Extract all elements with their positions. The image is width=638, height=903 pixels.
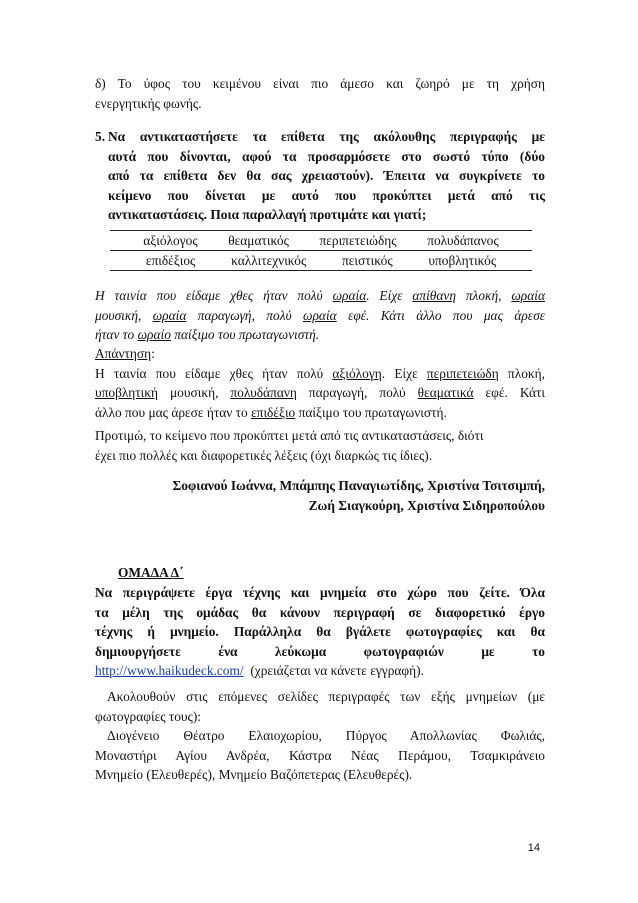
original-description [95, 286, 545, 345]
text: εφέ. Κάτι άλλο που μας άρεσε [336, 307, 546, 323]
text: . Είχε [366, 288, 413, 303]
underlined-word: αξιόλογη [332, 365, 382, 381]
q5-line-2: αυτά που δίνονται, αφού τα προσαρμόσετε στο σωστό τύπο (δύο [108, 148, 545, 164]
q5-line-4: κείμενο που δίνεται με αυτό που προκύπτει μετά από τις [108, 187, 545, 203]
adjective: αξιόλογος [143, 233, 198, 248]
adjective: περιπετειώδης [319, 233, 397, 248]
authors-line-2: Ζωή Σιαγκούρη, Χριστίνα Σιδηροπούλου [308, 498, 545, 513]
answer-line-1 [95, 364, 545, 384]
group-instructions [95, 583, 545, 681]
delta-paragraph [95, 74, 545, 113]
answer-section [95, 344, 545, 422]
text: . Είχε [381, 365, 427, 381]
group-line-2: τα μέλη της ομάδας θα κάνουν περιγραφή σε διαφορετικό έργο [95, 604, 545, 620]
adjective: πολυδάπανος [427, 233, 499, 248]
group-line-1: Να περιγράψετε έργα τέχνης και μνημεία στο χώρο που ζείτε. Όλα [95, 585, 545, 600]
monuments-line-2: φωτογραφίες τους): [95, 708, 202, 724]
answer-line-3 [95, 403, 545, 423]
text: : [151, 346, 155, 361]
adjective-row-1 [110, 231, 532, 250]
text: μουσική, [158, 385, 231, 400]
monuments-line-3: Διογένειο Θέατρο Ελαιοχωρίου, Πύργος Απολλωνίας Φωλιάς, [107, 728, 545, 743]
monuments-line-5: Μνημείο (Ελευθερές), Μνημείο Βαζόπετερας (Ελευθερές). [95, 767, 413, 782]
text: άλλο που μας άρεσε ήταν το [95, 404, 252, 420]
underlined-word: θεαματικά [417, 385, 474, 400]
preference-paragraph [95, 426, 545, 465]
underlined-word: περιπετειώδη [426, 365, 499, 381]
answer-line-2 [95, 383, 545, 403]
text: εφέ. Κάτι [473, 385, 545, 400]
delta-line-1: δ) Το ύφος του κειμένου είναι πιο άμεσο και ζωηρό με τη χρήση [95, 76, 545, 91]
adjective-table [110, 230, 532, 271]
underlined-word: επιδέξιο [251, 404, 296, 420]
text: παίξιμο του πρωταγωνιστή. [170, 327, 320, 342]
q5-line-5: αντικαταστάσεις. Ποια παραλλαγή προτιμάτε και γιατί; [108, 207, 427, 222]
question-number: 5. [95, 129, 106, 144]
authors-block [95, 476, 545, 516]
question-5-text [108, 127, 545, 225]
adjective: θεαματικός [228, 233, 289, 248]
adjective: υποβλητικός [428, 253, 497, 268]
text: ήταν το [95, 327, 138, 342]
preference-line-1: Προτιμώ, το κείμενο που προκύπτει μετά από τις αντικαταστάσεις, διότι [95, 428, 484, 443]
text: πλοκή, [498, 365, 545, 381]
delta-line-2: ενεργητικής φωνής. [95, 95, 202, 111]
text: Η ταινία που είδαμε χθες ήταν πολύ [95, 365, 333, 381]
q5-line-3: από τα επίθετα δεν θα σας χρειαστούν). Έπειτα να συγκρίνετε το [108, 168, 545, 183]
preference-line-2: έχει πιο πολλές και διαφορετικές λέξεις (όχι διαρκώς τις ίδιες). [95, 447, 433, 463]
authors-line-1: Σοφιανού Ιωάννα, Μπάμπης Παναγιωτίδης, Χριστίνα Τσιτσιμπή, [172, 478, 545, 493]
text: παίξιμο του πρωταγωνιστή. [295, 404, 447, 420]
underlined-word: πολυδάπανη [230, 385, 297, 400]
original-line-1 [95, 286, 545, 306]
page-number: 14 [527, 842, 540, 854]
group-line-4: δημιουργήσετε ένα λεύκωμα φωτογραφιών με το [95, 643, 545, 659]
adjective-row-2 [110, 250, 532, 270]
text: παραγωγή, πολύ [186, 307, 304, 323]
underlined-word: ωραία [152, 307, 187, 323]
underlined-word: υποβλητική [95, 385, 159, 400]
underlined-word: ωραία [303, 307, 337, 323]
answer-label-line [95, 344, 545, 364]
monuments-line-4: Μοναστήρι Αγίου Ανδρέα, Κάστρα Νέας Περάμου, Τσαμκιράνειο [95, 747, 545, 763]
adjective: επιδέξιος [145, 253, 196, 268]
adjective: καλλιτεχνικός [231, 253, 307, 268]
group-title: ΟΜΑΔΑ Δ΄ [118, 565, 184, 580]
adjective: πειστικός [342, 253, 393, 268]
group-line-5 [95, 661, 545, 681]
underlined-word: ωραία [332, 288, 367, 303]
text: μουσική, [95, 307, 153, 323]
text: παραγωγή, πολύ [296, 385, 418, 400]
underlined-word: ωραία [511, 288, 545, 303]
haikudeck-link[interactable]: http://www.haikudeck.com/ [95, 663, 244, 678]
q5-line-1: Να αντικαταστήσετε τα επίθετα της ακόλουθης περιγραφής με [108, 129, 545, 144]
text: Η ταινία που είδαμε χθες ήταν πολύ [95, 288, 333, 303]
text: πλοκή, [456, 288, 512, 303]
original-line-2 [95, 306, 545, 326]
monuments-line-1: Ακολουθούν στις επόμενες σελίδες περιγραφές των εξής μνημείων (με [107, 689, 545, 704]
answer-label: Απάντηση [95, 346, 152, 361]
underlined-word: απίθανη [412, 288, 456, 303]
original-line-3 [95, 325, 545, 345]
group-line-3: τέχνης ή μνημείο. Παράλληλα θα βγάλετε φωτογραφίες και θα [95, 624, 545, 639]
monuments-paragraph [95, 687, 545, 785]
underlined-word: ωραίο [137, 327, 171, 342]
text: (χρειάζεται να κάνετε εγγραφή). [243, 663, 424, 678]
